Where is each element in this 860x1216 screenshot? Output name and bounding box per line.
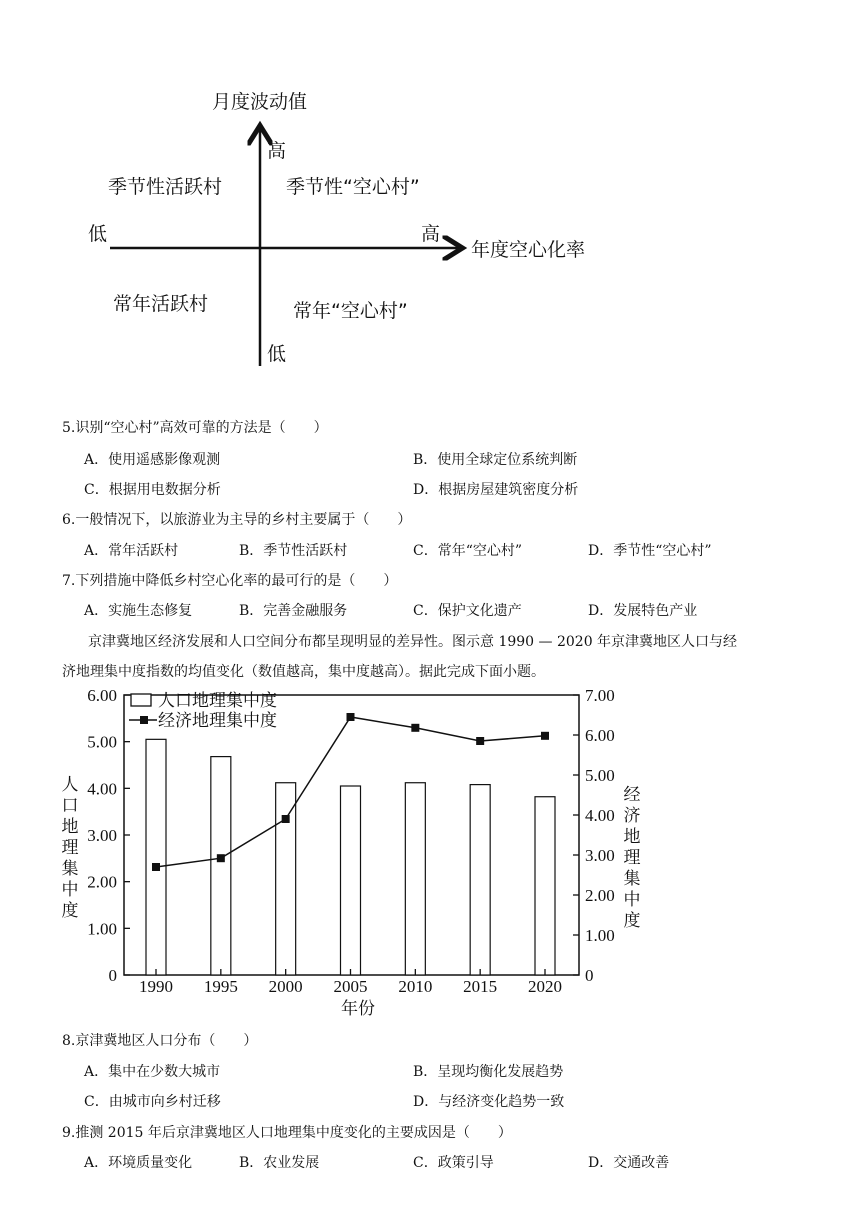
legend-line-label: 经济地理集中度 <box>158 711 277 730</box>
x-tick-label: 2010 <box>398 977 433 996</box>
concentration-chart <box>0 680 860 1020</box>
economic-point <box>152 863 160 871</box>
legend-bar-label: 人口地理集中度 <box>158 691 277 710</box>
question-5-stem: 5.识别“空心村”高效可靠的方法是（ ） <box>62 420 328 436</box>
population-bar <box>470 785 490 975</box>
population-bar <box>146 739 166 975</box>
question-9-option-b[interactable]: B．农业发展 <box>239 1155 320 1171</box>
population-bar <box>276 783 296 975</box>
question-7-option-c[interactable]: C．保护文化遗产 <box>413 603 522 619</box>
left-tick-label: 6.00 <box>87 686 117 705</box>
passage-line-2: 济地理集中度指数的均值变化（数值越高，集中度越高）。据此完成下面小题。 <box>62 664 545 680</box>
legend-line-marker <box>140 716 148 724</box>
economic-point <box>347 713 355 721</box>
question-9-option-a[interactable]: A．环境质量变化 <box>84 1155 193 1171</box>
y-high-label: 高 <box>267 140 287 162</box>
question-9-option-c[interactable]: C．政策引导 <box>413 1155 494 1171</box>
x-tick-label: 1990 <box>139 977 173 996</box>
question-5-option-a[interactable]: A．使用遥感影像观测 <box>84 452 221 468</box>
population-bar <box>341 786 361 975</box>
question-8-option-c[interactable]: C．由城市向乡村迁移 <box>84 1094 221 1110</box>
economic-point <box>282 815 290 823</box>
right-tick-label: 0 <box>585 966 594 985</box>
x-tick-label: 2020 <box>528 977 562 996</box>
passage-line-1: 京津冀地区经济发展和人口空间分布都呈现明显的差异性。图示意 1990 — 2020 年京津冀地区人口与经 <box>88 634 738 650</box>
population-bar <box>211 757 231 975</box>
left-tick-label: 2.00 <box>87 872 117 892</box>
question-7-option-a[interactable]: A．实施生态修复 <box>84 603 193 619</box>
question-6-option-a[interactable]: A．常年活跃村 <box>84 543 179 559</box>
left-tick-label: 5.00 <box>87 732 117 752</box>
left-tick-label: 1.00 <box>87 919 117 939</box>
question-6-stem: 6.一般情况下，以旅游业为主导的乡村主要属于（ ） <box>62 512 412 528</box>
x-tick-label: 2015 <box>463 977 498 996</box>
question-7-option-d[interactable]: D．发展特色产业 <box>588 603 698 619</box>
right-tick-label: 6.00 <box>585 726 615 745</box>
right-tick-label: 4.00 <box>585 806 615 825</box>
question-9-stem: 9.推测 2015 年后京津冀地区人口地理集中度变化的主要成因是（ ） <box>62 1125 512 1141</box>
question-7-stem: 7.下列措施中降低乡村空心化率的最可行的是（ ） <box>62 573 398 589</box>
question-8-stem: 8.京津冀地区人口分布（ ） <box>62 1033 258 1049</box>
question-6-option-d[interactable]: D．季节性“空心村” <box>588 543 712 559</box>
population-bar <box>535 797 555 975</box>
left-tick-label: 4.00 <box>87 779 117 799</box>
question-9-option-d[interactable]: D．交通改善 <box>588 1155 670 1171</box>
x-axis-title: 年度空心化率 <box>471 239 586 261</box>
x-low-label: 低 <box>88 223 108 245</box>
right-tick-label: 1.00 <box>585 926 615 945</box>
right-tick-label: 2.00 <box>585 886 615 905</box>
question-7-option-b[interactable]: B．完善金融服务 <box>239 603 348 619</box>
x-high-label: 高 <box>421 223 441 245</box>
population-bar <box>405 783 425 975</box>
quadrant-diagram <box>0 80 860 380</box>
legend-bar-swatch <box>131 694 151 706</box>
right-tick-label: 5.00 <box>585 766 615 785</box>
x-axis-label: 年份 <box>341 999 375 1018</box>
question-5-option-d[interactable]: D．根据房屋建筑密度分析 <box>413 482 579 498</box>
question-5-option-b[interactable]: B．使用全球定位系统判断 <box>413 452 578 468</box>
y-low-label: 低 <box>267 343 287 365</box>
question-5-option-c[interactable]: C．根据用电数据分析 <box>84 482 221 498</box>
question-8-option-b[interactable]: B．呈现均衡化发展趋势 <box>413 1064 564 1080</box>
economic-point <box>476 737 484 745</box>
x-tick-label: 1995 <box>203 977 238 996</box>
x-tick-label: 2000 <box>268 977 303 996</box>
economic-point <box>217 854 225 862</box>
left-tick-label: 3.00 <box>87 826 117 845</box>
question-8-option-a[interactable]: A．集中在少数大城市 <box>84 1064 221 1080</box>
quadrant-top-right: 季节性“空心村” <box>286 176 420 198</box>
economic-point <box>541 732 549 740</box>
y-axis-label-right: 经济地理集中度 <box>623 785 641 930</box>
y-axis-title: 月度波动值 <box>212 91 308 113</box>
right-tick-label: 3.00 <box>585 846 615 865</box>
question-6-option-c[interactable]: C．常年“空心村” <box>413 543 523 559</box>
x-tick-label: 2005 <box>333 977 368 996</box>
question-6-option-b[interactable]: B．季节性活跃村 <box>239 543 348 559</box>
quadrant-bottom-right: 常年“空心村” <box>293 300 408 322</box>
question-8-option-d[interactable]: D．与经济变化趋势一致 <box>413 1094 565 1110</box>
left-tick-label: 0 <box>108 966 117 985</box>
quadrant-bottom-left: 常年活跃村 <box>113 293 209 315</box>
economic-point <box>411 724 419 732</box>
quadrant-top-left: 季节性活跃村 <box>108 176 223 198</box>
y-axis-label-left: 人口地理集中度 <box>61 775 79 920</box>
right-tick-label: 7.00 <box>585 686 615 705</box>
